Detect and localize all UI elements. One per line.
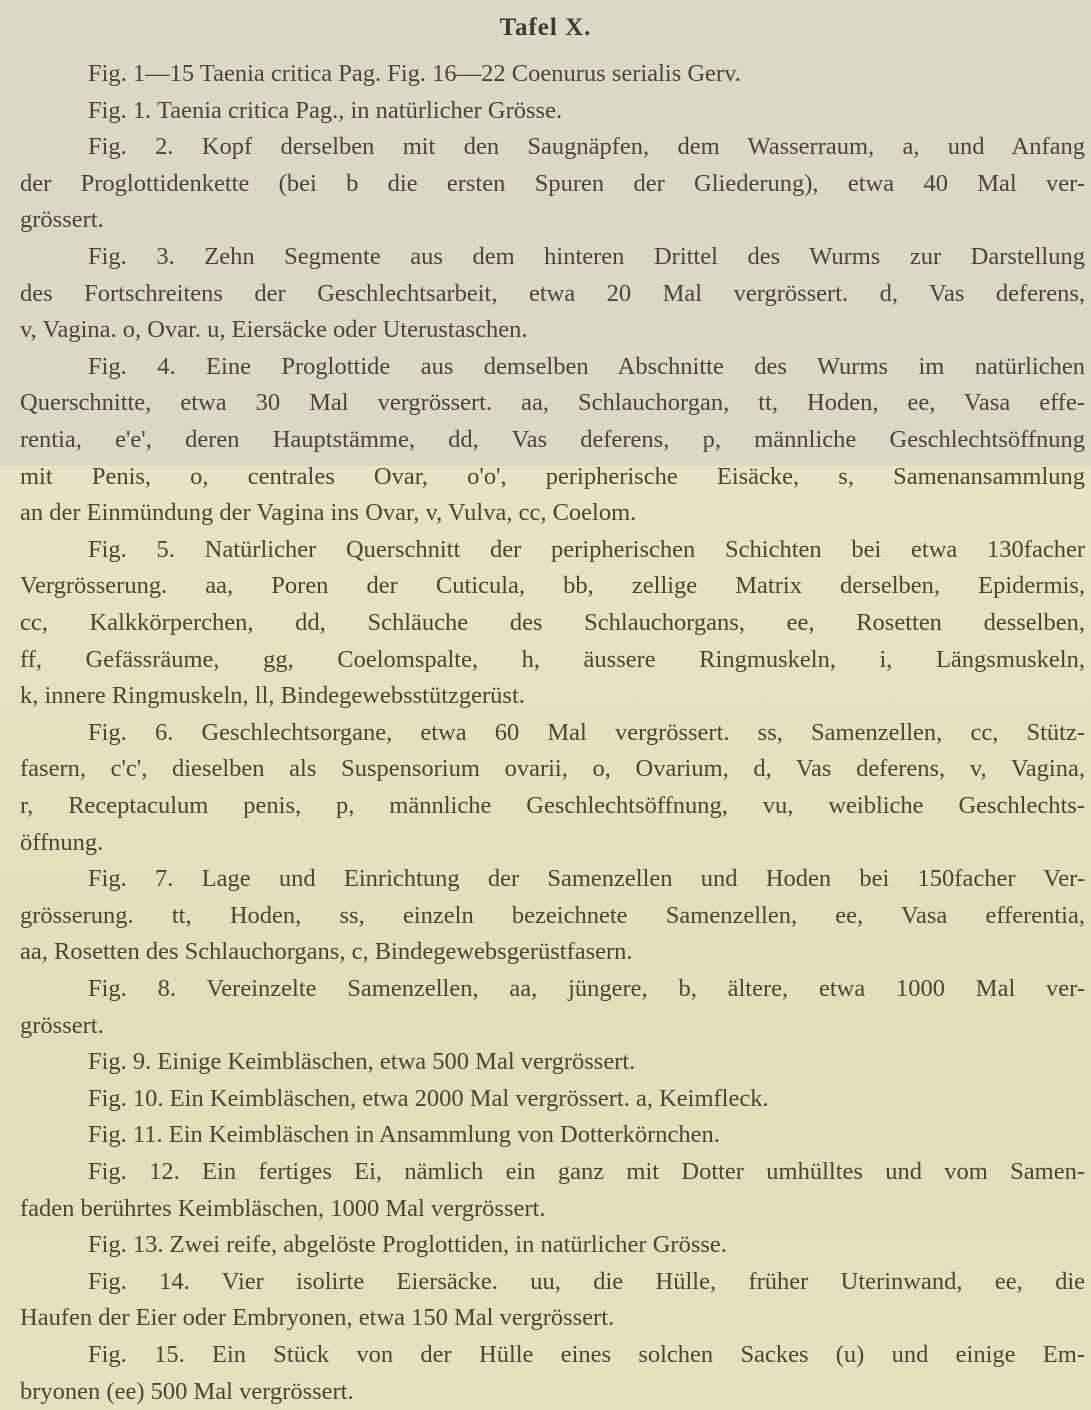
text-line: des Fortschreitens der Geschlechtsarbeit, etwa 20 Mal vergrössert. d, Vas deferens, — [20, 279, 1085, 307]
text-line: öffnung. — [20, 828, 104, 856]
text-line: r, Receptaculum penis, p, männliche Geschlechtsöffnung, vu, weibliche Geschlechts- — [20, 792, 1085, 819]
text-line: rentia, e'e', deren Hauptstämme, dd, Vas deferens, p, männliche Geschlechtsöffnung — [20, 426, 1085, 453]
plate-title: Tafel X. — [499, 14, 592, 41]
text-line: fasern, c'c', dieselben als Suspensorium ovarii, o, Ovarium, d, Vas deferens, v, Vagina, — [20, 755, 1085, 783]
text-line: mit Penis, o, centrales Ovar, o'o', peripherische Eisäcke, s, Samenansammlung — [20, 462, 1085, 490]
text-line: Fig. 1—15 Taenia critica Pag. Fig. 16—22 Coenurus serialis Gerv. — [88, 60, 741, 87]
text-line: bryonen (ee) 500 Mal vergrössert. — [20, 1377, 354, 1405]
text-line: grösserung. tt, Hoden, ss, einzeln bezeichnete Samenzellen, ee, Vasa efferentia, — [20, 901, 1085, 929]
text-line: Fig. 4. Eine Proglottide aus demselben Abschnitte des Wurms im natürlichen — [88, 352, 1085, 380]
text-line: grössert. — [20, 206, 104, 234]
text-line: Fig. 10. Ein Keimbläschen, etwa 2000 Mal vergrössert. a, Keimfleck. — [88, 1084, 769, 1112]
text-line: Fig. 3. Zehn Segmente aus dem hinteren Drittel des Wurms zur Darstellung — [88, 243, 1085, 270]
text-line: an der Einmündung der Vagina ins Ovar, v, Vulva, cc, Coelom. — [20, 499, 637, 527]
text-line: Fig. 15. Ein Stück von der Hülle eines solchen Sackes (u) und einige Em- — [88, 1341, 1085, 1368]
text-line: Fig. 9. Einige Keimbläschen, etwa 500 Mal vergrössert. — [88, 1048, 636, 1076]
text-line: cc, Kalkkörperchen, dd, Schläuche des Schlauchorgans, ee, Rosetten desselben, — [20, 609, 1085, 636]
text-line: Fig. 8. Vereinzelte Samenzellen, aa, jüngere, b, ältere, etwa 1000 Mal ver- — [88, 975, 1085, 1002]
text-line: Fig. 1. Taenia critica Pag., in natürlicher Grösse. — [88, 96, 563, 124]
text-line: Fig. 7. Lage und Einrichtung der Samenzellen und Hoden bei 150facher Ver- — [88, 865, 1085, 893]
text-line: k, innere Ringmuskeln, ll, Bindegewebsstützgerüst. — [20, 682, 525, 710]
text-line: Haufen der Eier oder Embryonen, etwa 150 Mal vergrössert. — [20, 1304, 615, 1332]
text-line: Fig. 14. Vier isolirte Eiersäcke. uu, die Hülle, früher Uterinwand, ee, die — [88, 1267, 1085, 1295]
text-line: Fig. 13. Zwei reife, abgelöste Proglottiden, in natürlicher Grösse. — [88, 1231, 727, 1259]
text-line: grössert. — [20, 1011, 104, 1039]
text-line: aa, Rosetten des Schlauchorgans, c, Bindegewebsgerüstfasern. — [20, 938, 633, 966]
text-line: Fig. 12. Ein fertiges Ei, nämlich ein ganz mit Dotter umhülltes und vom Samen- — [88, 1158, 1085, 1185]
text-line: Vergrösserung. aa, Poren der Cuticula, bb, zellige Matrix derselben, Epidermis, — [20, 572, 1085, 600]
text-line: Fig. 11. Ein Keimbläschen in Ansammlung von Dotterkörnchen. — [88, 1121, 720, 1149]
text-line: Querschnitte, etwa 30 Mal vergrössert. aa, Schlauchorgan, tt, Hoden, ee, Vasa effe- — [20, 389, 1085, 417]
text-line: der Proglottidenkette (bei b die ersten Spuren der Gliederung), etwa 40 Mal ver- — [20, 169, 1085, 197]
text-line: v, Vagina. o, Ovar. u, Eiersäcke oder Uterustaschen. — [20, 316, 528, 344]
text-line: ff, Gefässräume, gg, Coelomspalte, h, äussere Ringmuskeln, i, Längsmuskeln, — [20, 645, 1085, 673]
text-line: Fig. 2. Kopf derselben mit den Saugnäpfen, dem Wasserraum, a, und Anfang — [88, 133, 1085, 161]
text-line: faden berührtes Keimbläschen, 1000 Mal vergrössert. — [20, 1194, 546, 1222]
text-line: Fig. 5. Natürlicher Querschnitt der peripherischen Schichten bei etwa 130facher — [88, 535, 1085, 563]
text-line: Fig. 6. Geschlechtsorgane, etwa 60 Mal vergrössert. ss, Samenzellen, cc, Stütz- — [88, 718, 1085, 746]
